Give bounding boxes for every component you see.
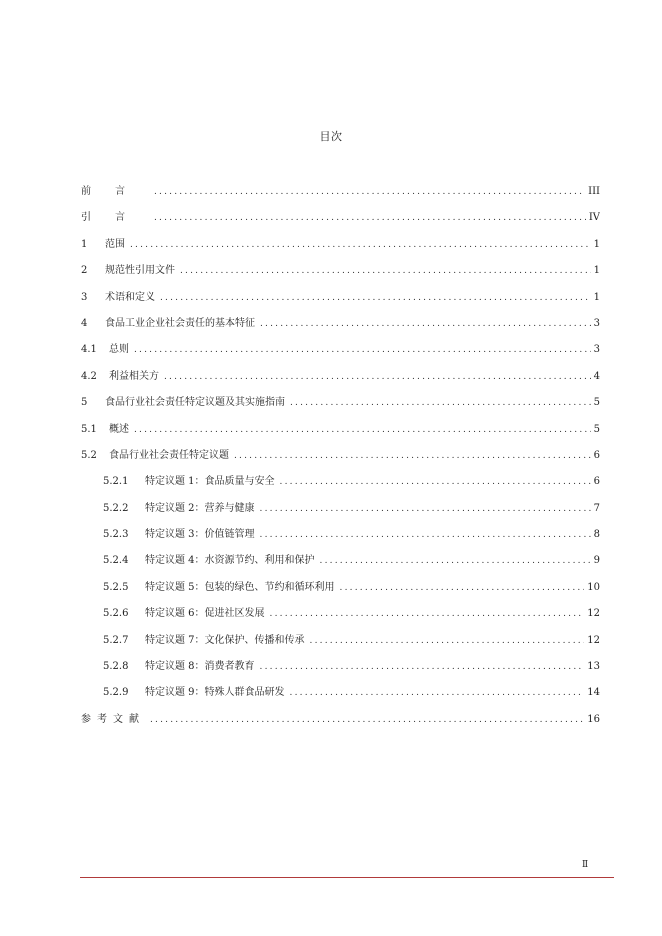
toc-entry-title: 特定议题 2：营养与健康 <box>145 502 255 514</box>
toc-entry-number: 4 <box>81 317 88 329</box>
toc-entry-title: 前言 <box>81 186 149 197</box>
page-title: 目次 <box>319 130 343 143</box>
toc-entry-title: 利益相关方 <box>109 370 159 382</box>
toc-entry[interactable] <box>81 367 600 393</box>
toc-entry-number: 5.2.2 <box>103 502 129 514</box>
toc-entry[interactable] <box>81 208 600 234</box>
toc-entry[interactable] <box>81 472 600 498</box>
toc-entry-number: 1 <box>81 238 88 250</box>
toc-dot-leader <box>130 240 591 250</box>
toc-entry[interactable] <box>81 631 600 657</box>
toc-entry-number: 3 <box>81 291 88 303</box>
toc-entry-number: 5.2.7 <box>103 634 129 646</box>
toc-entry-page: III <box>588 186 600 197</box>
toc-entry-page: 5 <box>593 397 600 409</box>
toc-entry-page: 12 <box>587 608 600 620</box>
toc-entry[interactable] <box>81 393 600 419</box>
toc-entry-title: 食品行业社会责任特定议题 <box>109 449 229 461</box>
toc-dot-leader <box>180 266 591 276</box>
toc-entry-number: 5 <box>81 397 88 409</box>
toc-entry-title: 特定议题 1：食品质量与安全 <box>145 476 275 488</box>
toc-entry-page: 13 <box>587 661 600 673</box>
toc-dot-leader <box>134 345 591 355</box>
toc-entry-number: 5.2.5 <box>103 581 129 593</box>
toc-entry-page: 4 <box>593 370 600 382</box>
toc-dot-leader <box>280 477 591 487</box>
toc-entry-title: 特定议题 7：文化保护、传播和传承 <box>145 634 305 646</box>
toc-entry-page: 10 <box>587 581 600 593</box>
toc-entry-title: 引言 <box>81 212 149 224</box>
toc-entry-title: 特定议题 3：价值链管理 <box>145 529 255 541</box>
toc-entry-page: 6 <box>593 476 600 488</box>
toc-dot-leader <box>260 504 591 514</box>
footer-divider <box>80 877 614 878</box>
toc-entry[interactable] <box>81 604 600 630</box>
toc-entry-title: 总则 <box>109 344 129 356</box>
toc-entry-number: 2 <box>81 265 88 277</box>
toc-entry[interactable] <box>81 551 600 577</box>
toc-entry-number: 5.2.3 <box>103 529 129 541</box>
toc-dot-leader <box>260 319 591 329</box>
toc-entry-title: 食品工业企业社会责任的基本特征 <box>105 317 255 329</box>
toc-entry[interactable] <box>81 446 600 472</box>
toc-entry-title: 参考文献 <box>81 713 145 725</box>
toc-entry-title: 特定议题 5：包装的绿色、节约和循环利用 <box>145 581 335 593</box>
toc-entry[interactable] <box>81 235 600 261</box>
toc-entry-title: 食品行业社会责任特定议题及其实施指南 <box>105 397 285 409</box>
toc-entry-page: 3 <box>593 344 600 356</box>
toc-entry[interactable] <box>81 683 600 709</box>
toc-entry-page: 5 <box>593 423 600 435</box>
page-number: Ⅱ <box>582 860 589 870</box>
toc-entry-page: 1 <box>593 265 600 277</box>
toc-dot-leader <box>260 662 585 672</box>
toc-entry[interactable] <box>81 420 600 446</box>
toc-entry-title: 特定议题 9：特殊人群食品研发 <box>145 687 285 699</box>
toc-entry-title: 特定议题 4：水资源节约、利用和保护 <box>145 555 315 567</box>
toc-entry-page: 1 <box>593 238 600 250</box>
toc-dot-leader <box>310 636 585 646</box>
toc-entry-page: 14 <box>587 687 600 699</box>
toc-dot-leader <box>134 425 591 435</box>
toc-entry-page: 16 <box>587 713 600 725</box>
toc-entry[interactable] <box>81 710 600 736</box>
toc-dot-leader <box>340 583 585 593</box>
toc-entry-page: 3 <box>593 317 600 329</box>
toc-entry-number: 4.2 <box>81 370 97 382</box>
toc-entry[interactable] <box>81 314 600 340</box>
toc-entry-title: 范围 <box>105 238 125 250</box>
toc-entry-title: 术语和定义 <box>105 291 155 303</box>
toc-entry-title: 特定议题 8：消费者教育 <box>145 661 255 673</box>
toc-entry-page: 9 <box>593 555 600 567</box>
toc-entry-title: 概述 <box>109 423 129 435</box>
toc-dot-leader <box>164 372 591 382</box>
toc-dot-leader <box>154 213 586 223</box>
toc-dot-leader <box>290 688 585 698</box>
toc-entry-page: 6 <box>593 449 600 461</box>
toc-entry-title: 特定议题 6：促进社区发展 <box>145 608 265 620</box>
toc-entry-number: 4.1 <box>81 344 97 356</box>
toc-entry-number: 5.2 <box>81 449 97 461</box>
toc-entry[interactable] <box>81 261 600 287</box>
table-of-contents <box>81 182 600 736</box>
toc-entry-number: 5.2.4 <box>103 555 129 567</box>
toc-dot-leader <box>320 556 591 566</box>
toc-entry-number: 5.2.9 <box>103 687 129 699</box>
toc-entry-number: 5.2.1 <box>103 476 129 488</box>
toc-entry[interactable] <box>81 340 600 366</box>
toc-entry-number: 5.2.8 <box>103 661 129 673</box>
toc-entry[interactable] <box>81 657 600 683</box>
toc-entry-page: 12 <box>587 634 600 646</box>
toc-entry-number: 5.1 <box>81 423 97 435</box>
toc-entry-page: 7 <box>593 502 600 514</box>
toc-dot-leader <box>234 451 591 461</box>
toc-dot-leader <box>260 530 591 540</box>
toc-entry[interactable] <box>81 499 600 525</box>
toc-entry-number: 5.2.6 <box>103 608 129 620</box>
toc-dot-leader <box>154 187 585 197</box>
toc-entry[interactable] <box>81 525 600 551</box>
toc-entry-page: 1 <box>593 291 600 303</box>
toc-dot-leader <box>160 293 591 303</box>
toc-dot-leader <box>290 398 591 408</box>
toc-entry-title: 规范性引用文件 <box>105 265 175 277</box>
toc-entry-page: IV <box>588 212 600 224</box>
toc-dot-leader <box>150 715 584 725</box>
toc-entry[interactable] <box>81 288 600 314</box>
toc-dot-leader <box>270 609 585 619</box>
toc-entry[interactable] <box>81 182 600 208</box>
toc-entry[interactable] <box>81 578 600 604</box>
toc-entry-page: 8 <box>593 529 600 541</box>
